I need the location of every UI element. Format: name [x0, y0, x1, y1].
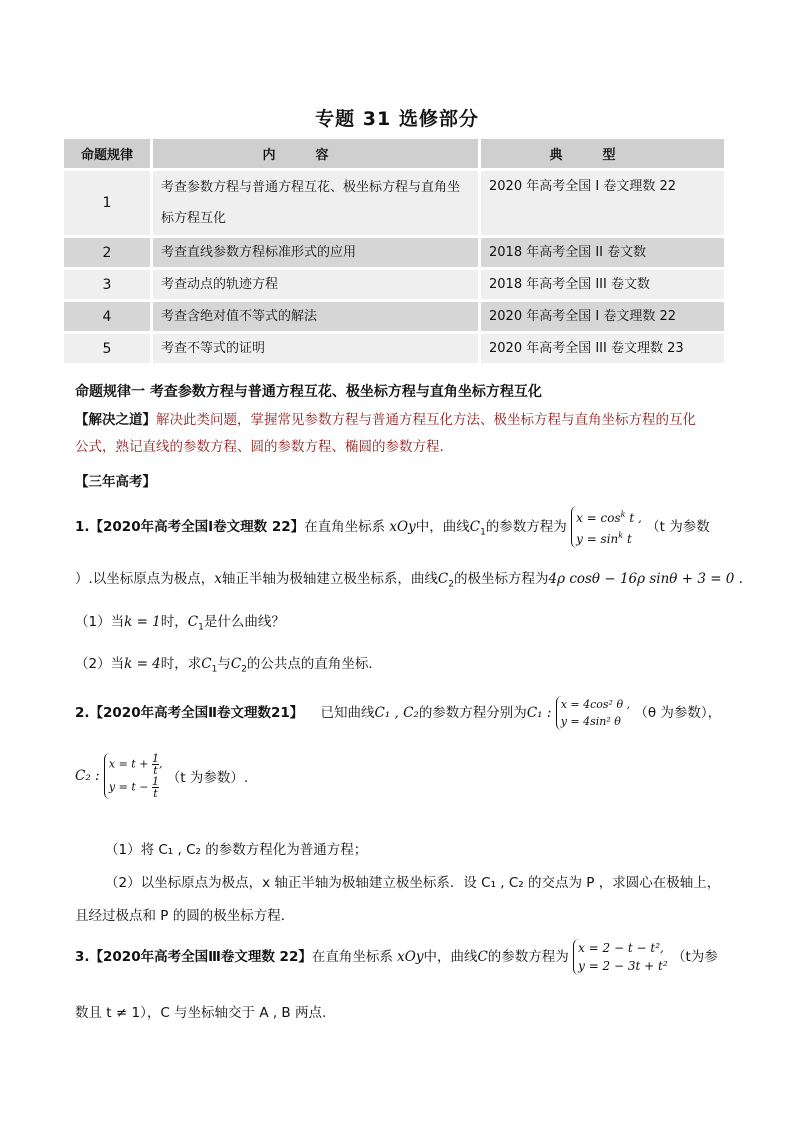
q1-c1-sub: 1: [480, 527, 486, 538]
q3-eq-x: x = 2 − t − t²,: [578, 941, 664, 955]
section-heading: 命题规律一 考查参数方程与普通方程互花、极坐标方程与直角坐标方程互化: [75, 384, 542, 400]
q1-c1: C: [469, 519, 481, 535]
q3-c: C: [477, 949, 488, 965]
q1-text-b: 中，曲线: [415, 519, 470, 535]
page-title: 专题 31 选修部分: [315, 108, 479, 130]
q3-text-b: 中，曲线: [423, 949, 478, 965]
rule-typical: 2020 年高考全国 I 卷文理数 22: [481, 171, 724, 235]
q1-part2-d: 的公共点的直角坐标．: [246, 656, 382, 672]
q2-c2-system: x = t + $\frac{1}{t}$ , y = t − $\frac{1}{t}$: [104, 753, 163, 799]
q1-part2: [75, 652, 725, 675]
q2-source: 2.【2020年高考全国Ⅱ卷文理数21】: [75, 705, 304, 721]
q2-part2-b: 且经过极点和 P 的圆的极坐标方程．: [75, 908, 295, 924]
q2-eq1-y: y = 4sin² θ: [560, 715, 621, 728]
q1-t-x: t: [629, 511, 635, 525]
header-typical: 典型: [481, 139, 724, 168]
q1-t-y: t: [626, 532, 632, 546]
q1-line2: [75, 567, 743, 590]
q2-curves: C₁ , C₂: [374, 705, 419, 721]
q1-text-a: 在直角坐标系: [304, 519, 386, 535]
q1-part2-c2-sub: 2: [241, 664, 247, 675]
solution-text-2: 公式，熟记直线的参数方程、圆的参数方程、椭圆的参数方程.: [75, 439, 444, 455]
q1-part2-a: （2）当: [75, 656, 125, 672]
q1-eq-y: y = sin: [576, 532, 619, 546]
q2-text-b: 的参数方程分别为: [418, 705, 527, 721]
q2-text-a: 已知曲线: [320, 705, 375, 721]
q1-part1-c1: C: [187, 614, 199, 630]
q2-eq1-x: x = 4cos² θ ,: [560, 698, 631, 711]
rule-content: 考查直线参数方程标准形式的应用: [153, 238, 478, 267]
rule-content: 考查动点的轨迹方程: [153, 270, 478, 299]
q3-line2: 数且 t ≠ 1），C 与坐标轴交于 A , B 两点.: [75, 1005, 327, 1021]
q2-frac-x: [152, 753, 159, 776]
solution-label: 【解决之道】: [75, 412, 156, 428]
q1-part2-c2: C: [230, 656, 242, 672]
three-years-label: 【三年高考】: [75, 474, 156, 490]
q2-c2-label: C₂ :: [75, 768, 100, 784]
rule-number: 3: [64, 270, 150, 299]
header-content: 内容: [153, 139, 478, 168]
q1-part1-k: k = 1: [124, 614, 161, 630]
q2-frac-x-num: 1: [151, 752, 159, 765]
q3-note: （t为参: [671, 949, 718, 965]
q2-part2-a: （2）以坐标原点为极点，x 轴正半轴为极轴建立极坐标系．设 C₁ , C₂ 的交点为 P ，求圆心在极轴上，: [105, 875, 721, 891]
q3-text-c: 的参数方程为: [487, 949, 569, 965]
q2-frac-y-den: t: [153, 787, 158, 800]
rule-number: 4: [64, 302, 150, 331]
q1-part2-k: k = 4: [124, 656, 161, 672]
q1-part2-c: 与: [217, 656, 231, 672]
q1-line2-b: 轴正半轴为极轴建立极坐标系，曲线: [221, 571, 438, 587]
q3-source: 3.【2020年高考全国Ⅲ卷文理数 22】: [75, 949, 312, 965]
solution-paragraph: [75, 408, 725, 428]
q1-k-x: k: [620, 510, 626, 519]
q2-note1: （θ 为参数），: [634, 705, 722, 721]
q1-param-system: $x = \cos^k t$ , $y = \sin^k t$: [571, 506, 642, 548]
rule-number: 5: [64, 334, 150, 363]
q2-frac-y: [152, 776, 159, 799]
q1-part1-b: 时，: [160, 614, 188, 630]
rule-typical: 2020 年高考全国 III 卷文理数 23: [481, 334, 724, 363]
q2-line1: [75, 693, 725, 737]
q3-text-a: 在直角坐标系: [311, 949, 393, 965]
q1-text-c: 的参数方程为: [485, 519, 567, 535]
q2-c1-label: C₁ :: [526, 705, 552, 721]
rule-typical: 2018 年高考全国 III 卷文数: [481, 270, 724, 299]
q2-frac-x-den: t: [153, 764, 158, 777]
q1-source: 1.【2020年高考全国Ⅰ卷文理数 22】: [75, 519, 305, 535]
table-header-row: [64, 139, 724, 168]
q1-part2-c1: C: [201, 656, 212, 672]
q3-eq-y: y = 2 − 3t + t²: [578, 959, 668, 973]
q1-line2-c: 的极坐标方程为: [454, 571, 549, 587]
table-row: [64, 238, 724, 267]
rule-content: 考查参数方程与普通方程互花、极坐标方程与直角坐标方程互化: [153, 171, 478, 235]
rule-content: 考查不等式的证明: [153, 334, 478, 363]
table-row: [64, 171, 724, 235]
rules-table: [61, 136, 727, 366]
q1-part1: [75, 610, 725, 633]
q1-c2: C: [437, 571, 449, 587]
q3-param-system: [573, 939, 668, 975]
q1-line1: [75, 506, 725, 546]
q1-eq-x: x = cos: [576, 511, 621, 525]
header-rule: 命题规律: [64, 139, 150, 168]
q1-param-note: （t 为参数: [646, 519, 710, 535]
q1-part1-c1-sub: 1: [198, 622, 204, 633]
table-row: [64, 302, 724, 331]
q1-polar-eq: 4ρ cosθ − 16ρ sinθ + 3 = 0 .: [548, 571, 743, 587]
q1-k-y: k: [618, 531, 624, 540]
rule-typical: 2018 年高考全国 II 卷文数: [481, 238, 724, 267]
q2-frac-y-num: 1: [151, 775, 159, 788]
q1-part1-c: 是什么曲线？: [203, 614, 285, 630]
q1-part2-c1-sub: 1: [211, 664, 218, 675]
table-row: [64, 334, 724, 363]
solution-text-1: 解决此类问题，掌握常见参数方程与普通方程互化方法、极坐标方程与直角坐标方程的互化: [156, 412, 696, 428]
q1-line2-a: ）.以坐标原点为极点，: [75, 571, 215, 587]
q2-line2: [75, 753, 725, 825]
rule-typical: 2020 年高考全国 I 卷文理数 22: [481, 302, 724, 331]
table-row: [64, 270, 724, 299]
q2-c1-system: [556, 696, 630, 730]
q1-line2-x: x: [214, 571, 222, 587]
q3-xoy: xOy: [397, 949, 424, 965]
rule-content: 考查含绝对值不等式的解法: [153, 302, 478, 331]
rule-number: 1: [64, 171, 150, 235]
q3-line1: [75, 934, 725, 980]
q2-eq2-x: x = t +: [108, 757, 149, 771]
q2-note2: （t 为参数）.: [166, 770, 249, 786]
q1-part2-b: 时，求: [160, 656, 202, 672]
q1-part1-a: （1）当: [75, 614, 125, 630]
q2-eq2-y: y = t −: [108, 780, 149, 794]
q1-xoy: xOy: [389, 519, 416, 535]
q1-c2-sub: 2: [448, 579, 454, 590]
rule-number: 2: [64, 238, 150, 267]
q2-part1: （1）将 C₁ , C₂ 的参数方程化为普通方程；: [105, 842, 368, 858]
